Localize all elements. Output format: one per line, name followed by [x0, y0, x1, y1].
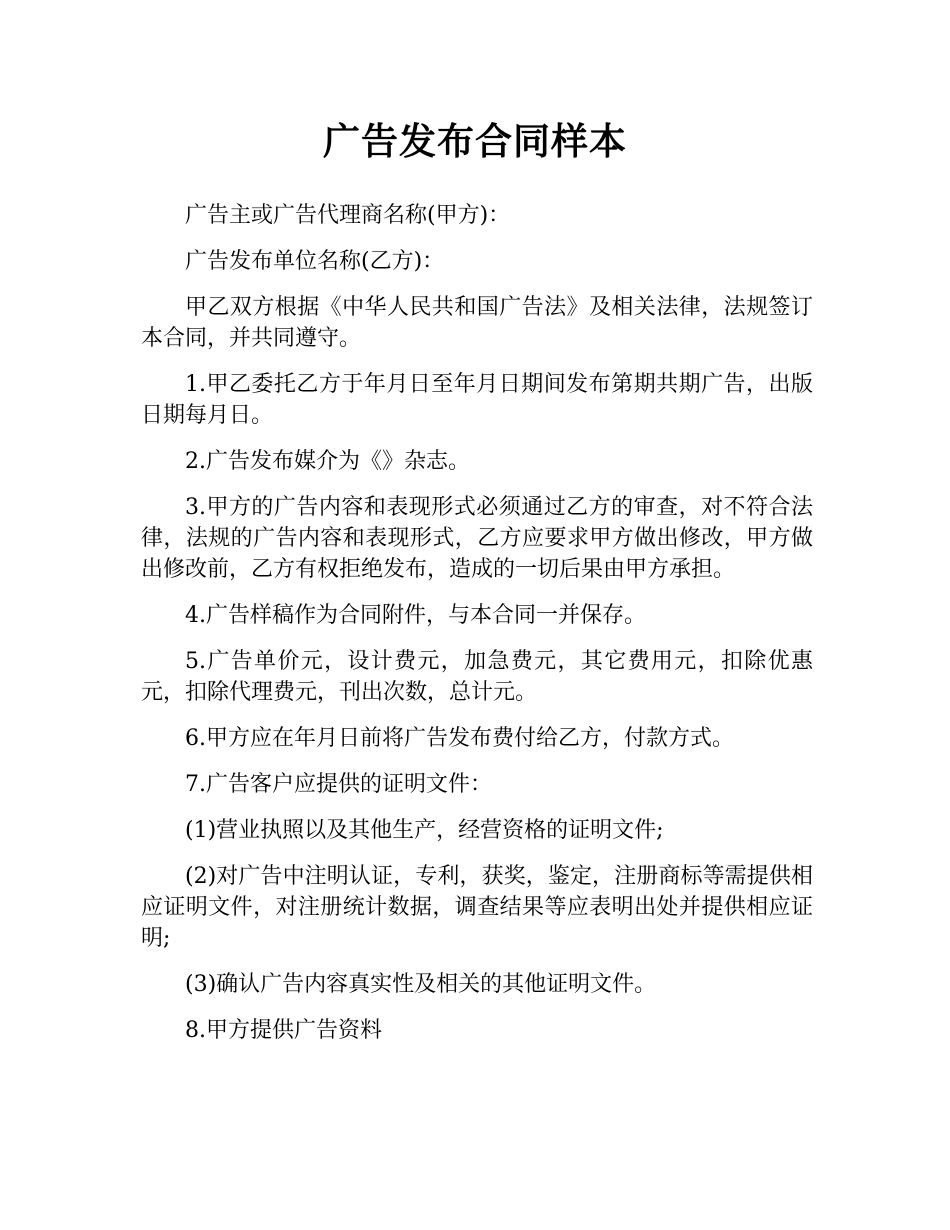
- preamble-paragraph: 甲乙双方根据《中华人民共和国广告法》及相关法律，法规签订本合同，并共同遵守。: [141, 295, 813, 351]
- clause-7-item-2: (2)对广告中注明认证，专利，获奖，鉴定，注册商标等需提供相应证明文件，对注册统计数据，调查结果等应表明出处并提供相应证明;: [141, 864, 813, 951]
- clause-7: 7.广告客户应提供的证明文件：: [185, 772, 492, 797]
- party-a-line: 广告主或广告代理商名称(甲方)：: [185, 203, 511, 228]
- document-title: 广告发布合同样本: [323, 120, 627, 163]
- clause-5: 5.广告单价元，设计费元，加急费元，其它费用元，扣除优惠元，扣除代理费元，刊出次数，总计元。: [141, 649, 813, 705]
- clause-4: 4.广告样稿作为合同附件，与本合同一并保存。: [185, 603, 646, 628]
- clause-1: 1.甲乙委托乙方于年月日至年月日期间发布第期共期广告，出版日期每月日。: [141, 372, 813, 428]
- clause-3: 3.甲方的广告内容和表现形式必须通过乙方的审查，对不符合法律，法规的广告内容和表现形式，乙方应要求甲方做出修改，甲方做出修改前，乙方有权拒绝发布，造成的一切后果由甲方承担。: [141, 495, 813, 582]
- clause-7-item-1: (1)营业执照以及其他生产，经营资格的证明文件;: [185, 818, 664, 843]
- clause-7-item-3: (3)确认广告内容真实性及相关的其他证明文件。: [185, 972, 657, 997]
- party-b-line: 广告发布单位名称(乙方)：: [185, 249, 445, 274]
- clause-6: 6.甲方应在年月日前将广告发布费付给乙方，付款方式。: [185, 726, 734, 751]
- clause-2: 2.广告发布媒介为《》杂志。: [185, 449, 470, 474]
- document-body: [141, 200, 813, 1061]
- clause-8: 8.甲方提供广告资料: [185, 1018, 382, 1043]
